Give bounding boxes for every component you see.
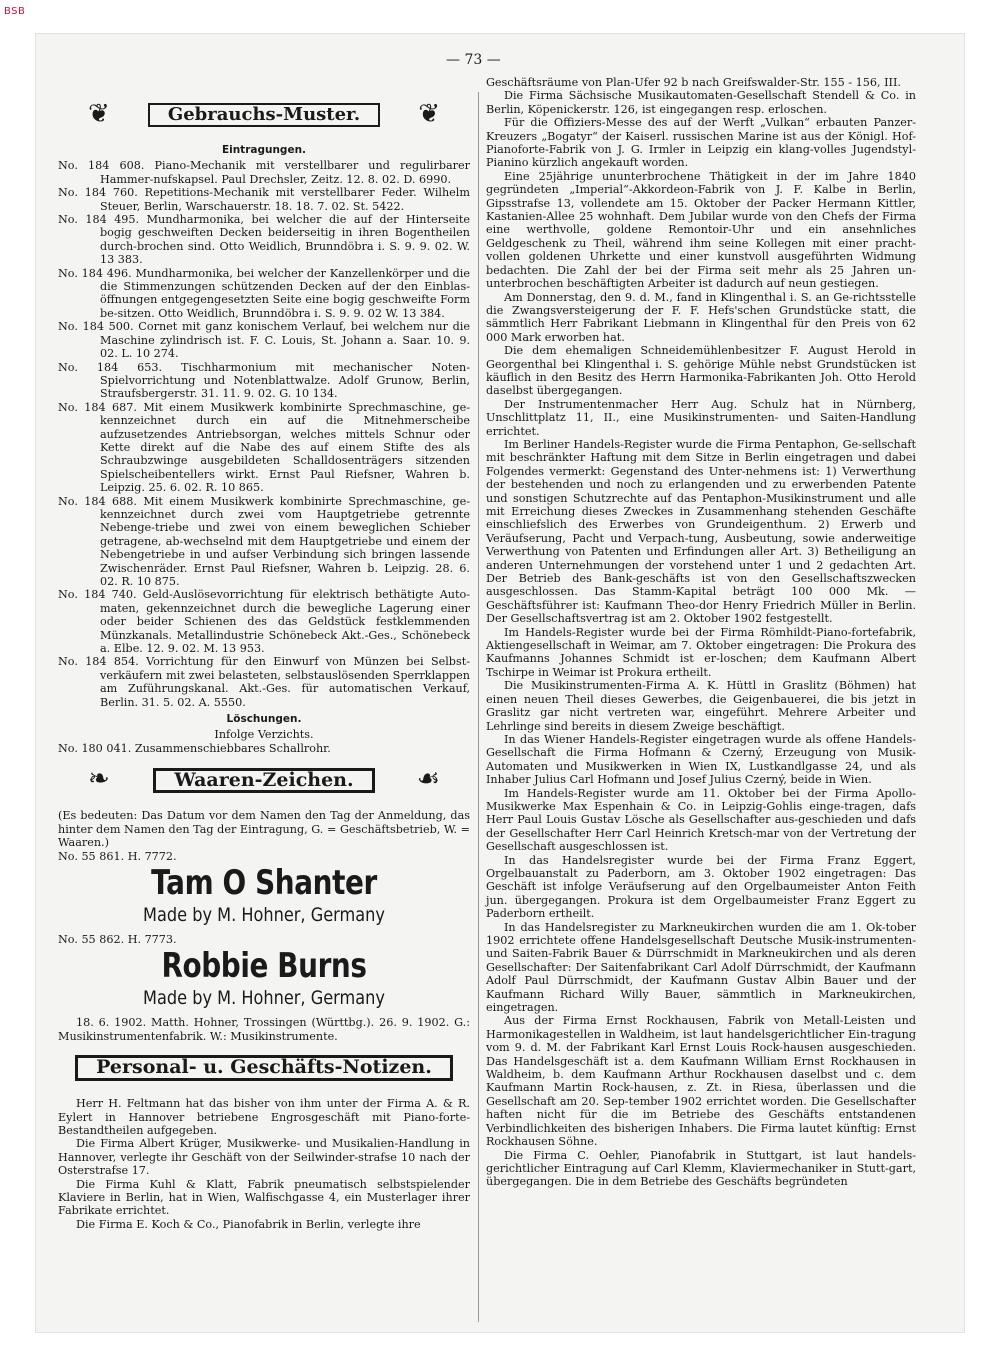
gebrauchs-muster-heading: Gebrauchs-Muster. — [148, 103, 380, 126]
library-watermark: BSB — [4, 6, 26, 17]
entry-number: No. 184 500. — [58, 320, 134, 334]
patent-entry — [58, 186, 470, 213]
personal-notizen-heading: Personal- u. Geschäfts-Notizen. — [75, 1055, 453, 1080]
patent-entry — [58, 588, 470, 655]
entry-text: Mundharmonika, bei welcher die auf der Hinterseite bogig geschweiften Decken beiderseitig in ihren Bogentheilen durch-brochen sind. Otto Weidlich, Brunndöbra i. S. 9. 9. 02. W. 13 383. — [100, 213, 470, 267]
patent-entry — [58, 159, 470, 186]
entry-text: Mit einem Musikwerk kombinirte Sprechmaschine, ge-kennzeichnet durch zwei vom Hauptgetriebe getrennte Nebenge-triebe und zwei von einem beweglichen Schieber getragene, ab-wechselnd mit dem Hauptgetriebe und einem der Nebengetriebe in und aufser Verbindung sich bringen lassende Zwischenräder. Ernst Paul Riefsner, Wahren b. Leipzig. 28. 6. 02. R. 10 875. — [100, 494, 470, 588]
patent-entry — [58, 401, 470, 495]
trademark-registration: 18. 6. 1902. Matth. Hohner, Trossingen (Württbg.). 26. 9. 1902. G.: Musikinstrumentenfabrik. W.: Musikinstrumente. — [58, 1016, 470, 1043]
notice-paragraph: Die Firma E. Koch & Co., Pianofabrik in Berlin, verlegte ihre — [76, 1217, 421, 1231]
ornament-right-icon: ☙ — [416, 764, 440, 795]
notice-paragraph: Die Firma Albert Krüger, Musikwerke- und Musikalien-Handlung in Hannover, verlegte ihr Geschäft von der Seilwinder-strafse 10 nach der Osterstrafse 17. — [58, 1137, 470, 1178]
notice-paragraph: Im Berliner Handels-Register wurde die Firma Pentaphon, Ge-sellschaft mit beschränkter Haftung mit dem Sitze in Berlin eingetragen und dabei Folgendes vermerkt: Gegenstand des Unter-nehmens ist: 1) Verwerthung der bestehenden und noch zu erlangenden und zu erwerbenden Patente und sonstigen Schutzrechte auf das Pentaphon-Musikinstrument und alle mit Erreichung dieses Zweckes in Zusammenhang stehenden Geschäfte einschliefslich des Erwerbes von Grundeigenthum. 2) Erwerb und Veräufserung, Pacht und Verpach-tung, Ausbeutung, sowie anderweitige Verwerthung von Patenten und Erfindungen aller Art. 3) Betheiligung an anderen Unternehmungen der vorstehend unter 1 und 2 gedachten Art. Der Betrieb des Bank-geschäfts ist von den Gesellschaftszwecken ausgeschlossen. Das Stamm-Kapital beträgt 100 000 Mk. — Geschäftsführer ist: Kaufmann Theo-dor Henry Friedrich Müller in Berlin. Der Gesellschaftsvertrag ist am 2. Oktober 1902 festgestellt. — [486, 437, 916, 626]
waaren-zeichen-banner — [58, 759, 470, 801]
notice-paragraph: Eine 25jährige ununterbrochene Thätigkeit in der im Jahre 1840 gegründeten „Imperial“-Akkordeon-Fabrik von J. F. Kalbe in Berlin, Gipsstrafse 13, vollendete am 15. Oktober der Packer Hermann Kittler, Kastanien-Allee 25 wohnhaft. Dem Jubilar wurde von den Chefs der Firma eine werthvolle, goldene Remontoir-Uhr und ein ansehnliches Geldgeschenk zu Theil, während ihm seine Kollegen mit einer pracht-vollen goldenen Uhrkette und einer kunstvoll ausgeführten Widmung bedachten. Die Zahl der bei der Firma seit mehr als 25 Jahren un-unterbrochen beschäftigten Arbeiter ist dadurch auf neun gestiegen. — [486, 169, 916, 291]
notice-paragraph: Aus der Firma Ernst Rockhausen, Fabrik von Metall-Leisten und Harmonikagestellen in Waldheim, ist laut handelsgerichtlicher Ein-tragung vom 9. d. M. der Fabrikant Karl Ernst Louis Rock-hausen ausgeschieden. Das Handelsgeschäft ist a. dem Kaufmann William Ernst Rockhausen in Waldheim, b. dem Kaufmann Arthur Rockhausen daselbst und c. dem Kaufmann Martin Rock-hausen, z. Zt. in Riesa, überlassen und die Gesellschaft am 20. Sep-tember 1902 errichtet worden. Die Gesellschafter haften nicht für die im Betriebe des Geschäfts entstandenen Verbindlichkeiten des bisherigen Inhabers. Die Firma lautet künftig: Ernst Rockhausen Söhne. — [486, 1014, 916, 1149]
entry-number: No. 184 854. — [58, 655, 139, 669]
entry-number: No. 184 653. — [58, 360, 163, 374]
left-column — [58, 90, 470, 1231]
trademark-number: No. 55 862. H. 7773. — [58, 932, 177, 946]
entry-text: Piano-Mechanik mit verstellbarer und regulirbarer Hammer-nufskapsel. Paul Drechsler, Zeitz. 12. 8. 02. D. 6990. — [100, 159, 470, 186]
entry-number: No. 184 687. — [58, 400, 137, 414]
entry-text: Mit einem Musikwerk kombinirte Sprechmaschine, ge-kennzeichnet durch ein auf die Mitnehmerscheibe aufzusetzendes Antriebsorgan, welches mittels Schnur oder Kette direkt auf die Nabe des auf einem Stifte des als Schraubzwinge ausgebildeten Schalldosenträgers sitzenden Spielscheibentellers wirkt. Ernst Paul Riefsner, Wahren b. Leipzig. 25. 6. 02. R. 10 865. — [100, 400, 470, 495]
column-divider — [478, 92, 479, 1322]
verzicht-note: Infolge Verzichts. — [214, 728, 314, 742]
entry-text: Mundharmonika, bei welcher der Kanzellenkörper und die die Stimmenzungen schützenden Decken auf der den Einblas-öffnungen entgegengesetzten Seite eine bogig geschweifte Form be-sitzen. Otto Weidlich, Brunndöbra i. S. 9. 9. 02 W. 13 384. — [100, 266, 470, 320]
right-column — [486, 76, 916, 1189]
gebrauchs-muster-banner — [58, 94, 470, 136]
personal-notizen-banner — [58, 1047, 470, 1089]
eintragungen-subheading: Eintragungen. — [221, 144, 307, 156]
notice-paragraph: In das Handelsregister zu Markneukirchen wurden die am 1. Ok-tober 1902 errichtete offene Handelsgesellschaft Deutsche Musik-instrumenten- und Saiten-Fabrik Bauer & Dürrschmidt in Markneukirchen und als deren Gesellschafter: Der Saitenfabrikant Carl Adolf Dürrschmidt, der Kaufmann Adolf Paul Dürrschmidt, der Kaufmann Gustav Albin Bauer und der Kaufmann Richard Willy Bauer, sämmtlich in Markneukirchen, eingetragen. — [486, 920, 916, 1015]
loeschungen-subheading: Löschungen. — [226, 713, 302, 726]
notice-paragraph: In das Wiener Handels-Register eingetragen wurde als offene Handels-Gesellschaft die Firma Hofmann & Czerný, Erzeugung von Musik-Automaten und Musikwerken in Wien IX, Lustkandlgasse 24, und als Inhaber Julius Carl Hofmann und Josef Julius Czerný, beide in Wien. — [486, 732, 916, 787]
loeschung-entry — [58, 742, 470, 755]
trademark-subtitle: Made by M. Hohner, Germany — [143, 903, 385, 926]
flourish-left-icon: ❦ — [88, 99, 110, 129]
notice-paragraph: In das Handelsregister wurde bei der Firma Franz Eggert, Orgelbauanstalt zu Paderborn, am 3. Oktober 1902 eingetragen: Das Geschäft ist infolge Veräufserung auf den Orgelbaumeister Anton Feith jun. übergegangen. Prokura ist dem Orgelbaumeister Franz Eggert zu Paderborn ertheilt. — [486, 853, 916, 921]
entry-number: No. 184 760. — [58, 186, 138, 200]
patent-entry — [58, 495, 470, 589]
notice-paragraph: Am Donnerstag, den 9. d. M., fand in Klingenthal i. S. an Ge-richtsstelle die Zwangsversteigerung der F. F. Hefs'schen Grundstücke statt, die sämmtlich Herr Fabrikant Liebmann in Klingenthal für den Preis von 62 000 Mark erworben hat. — [486, 290, 916, 344]
notice-paragraph: Geschäftsräume von Plan-Ufer 92 b nach Greifswalder-Str. 155 - 156, III. — [486, 76, 901, 89]
waaren-zeichen-heading: Waaren-Zeichen. — [153, 768, 374, 793]
entry-text: Repetitions-Mechanik mit verstellbarer Feder. Wilhelm Steuer, Berlin, Warschauerstr. 18. 18. 7. 02. St. 5422. — [100, 186, 470, 213]
entry-text: Cornet mit ganz konischem Verlauf, bei welchem nur die Maschine zylindrisch ist. F. C. Louis, St. Johann a. Saar. 10. 9. 02. L. 10 274. — [100, 320, 471, 361]
entry-text: Tischharmonium mit mechanischer Noten-Spielvorrichtung und Notenblattwalze. Adolf Grunow, Berlin, Straufsbergerstr. 31. 11. 9. 02. G. 10 134. — [100, 360, 470, 401]
entry-text: Geld-Auslösevorrichtung für elektrisch bethätigte Auto-maten, gekennzeichnet durch die bewegliche Lagerung einer oder beider Schienen des das Geldstück festklemmenden Münzkanals. Metallindustrie Schönebeck Akt.-Ges., Schönebeck a. Elbe. 12. 9. 02. M. 13 953. — [100, 588, 471, 656]
waaren-zeichen-note: (Es bedeuten: Das Datum vor dem Namen den Tag der Anmeldung, das hinter dem Namen den Tag der Eintragung, G. = Geschäftsbetrieb, W. = Waaren.) — [58, 809, 470, 850]
ornament-left-icon: ❧ — [88, 764, 110, 795]
notice-paragraph: Die Musikinstrumenten-Firma A. K. Hüttl in Graslitz (Böhmen) hat einen neuen Theil dieses Gewerbes, die Geigenbauerei, die bis jetzt in Graslitz gar nicht vertreten war, eingeführt. Mehrere Arbeiter und Lehrlinge sind bereits in diesem Zweige beschäftigt. — [486, 679, 916, 733]
patent-entry — [58, 213, 470, 267]
notice-paragraph: Für die Offiziers-Messe des auf der Werft „Vulkan“ erbauten Panzer-Kreuzers „Bogatyr“ der Kaiserl. russischen Marine ist aus der Königl. Hof-Pianoforte-Fabrik von J. G. Irmler in Leipzig ein klang-volles Jugendstyl-Pianino kürzlich angekauft worden. — [486, 116, 916, 170]
notice-paragraph: Die Firma C. Oehler, Pianofabrik in Stuttgart, ist laut handels-gerichtlicher Eintragung auf Carl Klemm, Klaviermechaniker in Stutt-gart, übergegangen. Die in dem Betriebe des Geschäfts begründeten — [486, 1148, 916, 1189]
page-number: — 73 — — [446, 52, 501, 68]
notice-paragraph: Im Handels-Register wurde am 11. Oktober bei der Firma Apollo-Musikwerke Max Espenhain & Co. in Leipzig-Gohlis einge-tragen, dafs Herr Paul Louis Gustav Lösche als Gesellschafter aus-geschieden und dafs der Gesellschafter Herr Carl Heinrich Kretsch-mar von der Vertretung der Gesellschaft ausgeschlossen ist. — [486, 786, 916, 854]
trademark-title: Tam O Shanter — [151, 862, 377, 903]
entry-text: Zusammenschiebbares Schallrohr. — [134, 741, 331, 755]
trademark-number: No. 55 861. H. 7772. — [58, 849, 177, 863]
entry-number: No. 184 608. — [58, 159, 145, 173]
entry-number: No. 184 496. — [58, 266, 132, 280]
patent-entry — [58, 320, 470, 360]
patent-entry — [58, 267, 470, 321]
trademark-subtitle: Made by M. Hohner, Germany — [143, 987, 385, 1010]
entry-text: Vorrichtung für den Einwurf von Münzen bei Selbst-verkäufern mit zwei belasteten, selbstauslösenden Sperrklappen am Zuführungskanal. Akt.-Ges. für automatischen Verkauf, Berlin. 31. 5. 02. A. 5550. — [100, 655, 470, 709]
trademark-title: Robbie Burns — [161, 946, 367, 987]
patent-entry — [58, 361, 470, 401]
notice-paragraph: Die Firma Sächsische Musikautomaten-Gesellschaft Stendell & Co. in Berlin, Köpenickerstr. 126, ist eingegangen resp. erloschen. — [486, 89, 916, 116]
notice-paragraph: Im Handels-Register wurde bei der Firma Römhildt-Piano-fortefabrik, Aktiengesellschaft in Weimar, am 7. Oktober eingetragen: Die Prokura des Kaufmanns Johannes Schmidt ist er-loschen; dem Kaufmann Albert Tschirpe in Weimar ist Prokura ertheilt. — [486, 625, 916, 679]
entry-number: No. 184 740. — [58, 588, 137, 602]
notice-paragraph: Die Firma Kuhl & Klatt, Fabrik pneumatisch selbstspielender Klaviere in Berlin, hat in Wien, Walfischgasse 4, ein Musterlager ihrer Fabrikate errichtet. — [58, 1177, 470, 1218]
notice-paragraph: Die dem ehemaligen Schneidemühlenbesitzer F. August Herold in Georgenthal bei Klingenthal i. S. gehörige Mühle nebst Grundstücken ist käuflich in den Besitz des Herrn Harmonika-Fabrikanten Joh. Otto Herold daselbst übergegangen. — [486, 344, 916, 398]
entry-number: No. 184 688. — [58, 494, 137, 508]
entry-number: No. 184 495. — [58, 213, 140, 227]
notice-paragraph: Der Instrumentenmacher Herr Aug. Schulz hat in Nürnberg, Unschlittplatz 11, II., eine Musikinstrumenten- und Saiten-Handlung errichtet. — [486, 397, 916, 438]
entry-number: No. 180 041. — [58, 741, 132, 755]
patent-entry — [58, 655, 470, 709]
flourish-right-icon: ❦ — [418, 99, 440, 129]
notice-paragraph: Herr H. Feltmann hat das bisher von ihm unter der Firma A. & R. Eylert in Hannover betriebene Engrosgeschäft mit Piano-forte-Bestandtheilen aufgegeben. — [58, 1097, 470, 1137]
